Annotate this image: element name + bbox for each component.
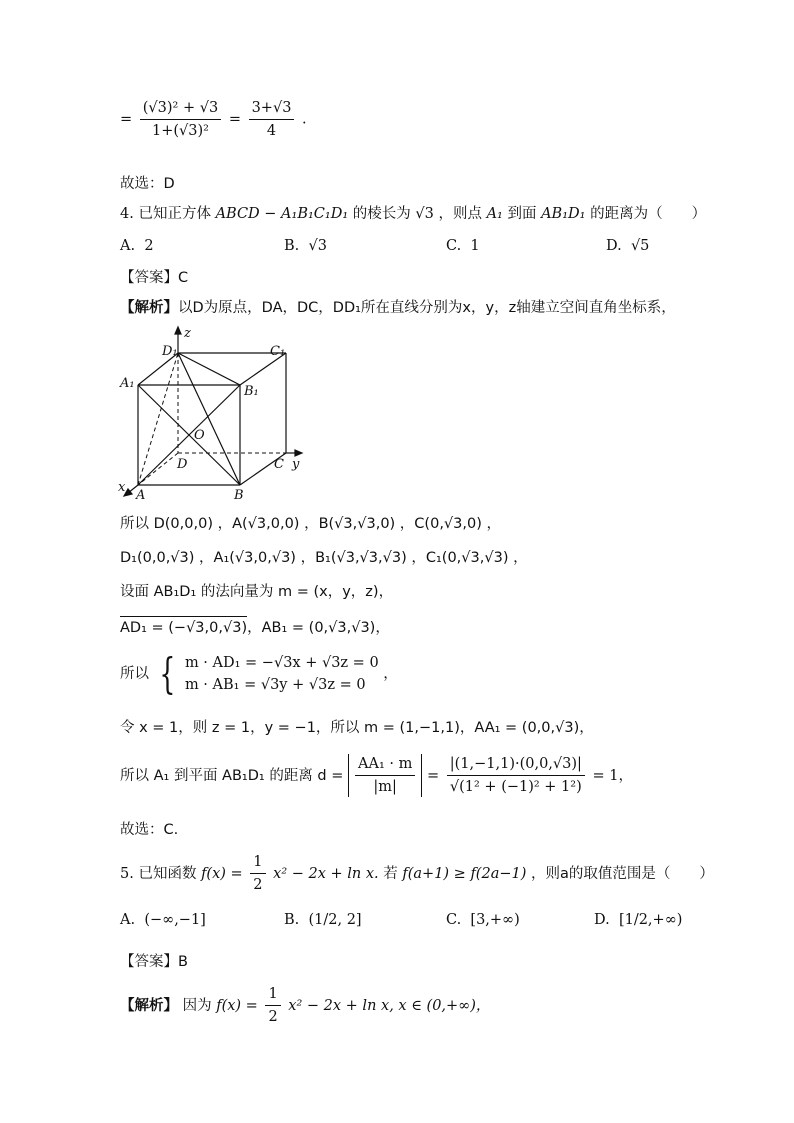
distance-denominator-2: √(1² + (−1)² + 1²) <box>449 779 582 795</box>
label-x: x <box>118 480 126 495</box>
label-a1: A₁ <box>120 376 135 391</box>
solve-line: 令 x = 1，则 z = 1，y = −1，所以 m = (1,−1,1)，AA₁ = (0,0,√3)， <box>120 720 594 736</box>
q4-option-b <box>284 238 327 254</box>
q5-answer: 【答案】B <box>120 954 188 970</box>
q5-option-a <box>120 912 206 928</box>
choose-answer-2: 故选：C. <box>120 822 179 838</box>
coords-line-1: 所以 D(0,0,0) ，A(√3,0,0) ，B(√3,√3,0) ，C(0,√3,0) ， <box>120 516 501 532</box>
q5-text-c: ，则a的取值范围是（ ） <box>530 865 714 882</box>
q5-func-rest: x² − 2x + ln x. <box>273 865 379 882</box>
q5-text-b: 若 <box>383 865 398 882</box>
equation-1: m · AD₁ = −√3x + √3z = 0 <box>184 655 379 671</box>
label-b1: B₁ <box>244 384 259 399</box>
question-number: 4. <box>120 206 134 222</box>
analysis-head: 【解析】 <box>120 997 178 1014</box>
label-a: A <box>136 488 146 503</box>
q4-text-d: 到面 <box>507 206 537 222</box>
vector-line <box>120 618 390 638</box>
label-o: O <box>194 428 205 443</box>
half-den: 2 <box>253 877 263 893</box>
distance-result: = 1， <box>592 767 634 784</box>
normal-vector-line: 设面 AB₁D₁ 的法向量为 m = (x，y，z)， <box>120 584 394 600</box>
half-num: 1 <box>265 984 280 1006</box>
system-tail: ， <box>383 666 398 682</box>
distance-numerator: AA₁ · m <box>355 754 415 776</box>
analysis-half <box>265 984 280 1027</box>
q4-text-e: 的距离为（ ） <box>590 206 707 222</box>
analysis-line: 以D为原点，DA，DC，DD₁所在直线分别为x，y，z轴建立空间直角坐标系， <box>178 300 676 316</box>
brace: { <box>158 649 175 698</box>
fraction-denominator: 1+(√3)² <box>152 123 209 139</box>
label-c: C <box>274 457 284 472</box>
option-value: [1/2,+∞) <box>618 912 683 928</box>
option-key: D. <box>594 912 610 928</box>
analysis-a: 因为 <box>182 997 212 1014</box>
equation-system <box>120 649 398 702</box>
distance-numerator-2: |(1,−1,1)·(0,0,√3)| <box>447 754 585 776</box>
q5-cond: f(a+1) ≥ f(2a−1) <box>402 865 527 882</box>
option-key: B. <box>284 238 300 254</box>
distance-fraction-2 <box>447 754 585 797</box>
q4-plane: AB₁D₁ <box>541 206 586 222</box>
q4-analysis <box>120 298 676 318</box>
q4-edge: √3 <box>415 206 434 222</box>
q5-option-d <box>594 912 682 928</box>
label-y: y <box>292 457 300 472</box>
option-key: A. <box>120 912 136 928</box>
label-z: z <box>184 326 191 341</box>
result-denominator: 4 <box>266 123 277 139</box>
distance-denominator: |m| <box>373 779 397 795</box>
distance-eq: = <box>426 767 440 784</box>
option-value: [3,+∞) <box>470 912 520 928</box>
distance-fraction <box>355 754 415 797</box>
equals-sign: = <box>120 111 133 128</box>
distance-line <box>120 754 633 812</box>
fraction-1 <box>140 98 221 141</box>
q4-text-c: ，则点 <box>438 206 482 222</box>
system-head: 所以 <box>120 666 149 682</box>
option-value: 1 <box>470 238 480 254</box>
q5-text-a: 已知函数 <box>138 865 197 882</box>
option-value: (−∞,−1] <box>144 912 206 928</box>
q4-point: A₁ <box>486 206 503 222</box>
q4-option-d <box>606 238 649 254</box>
label-d1: D₁ <box>162 344 178 359</box>
q4-text-a: 已知正方体 <box>138 206 211 222</box>
q4-option-a <box>120 238 154 254</box>
period: . <box>302 111 307 128</box>
q4-answer: 【答案】C <box>120 270 189 286</box>
option-key: A. <box>120 238 136 254</box>
q5-analysis <box>120 984 491 1025</box>
distance-abs <box>348 754 422 797</box>
option-value: 2 <box>144 238 154 254</box>
fraction-numerator: (√3)² + √3 <box>140 98 221 120</box>
q4-option-c <box>446 238 480 254</box>
equals-sign-2: = <box>228 111 241 128</box>
analysis-func: f(x) = <box>216 997 258 1014</box>
cube-figure <box>118 325 318 505</box>
question-4 <box>120 204 706 224</box>
option-key: C. <box>446 238 462 254</box>
result-numerator: 3+√3 <box>249 98 295 120</box>
question-5 <box>120 852 714 893</box>
analysis-head: 【解析】 <box>120 300 178 316</box>
label-b: B <box>234 488 244 503</box>
vector-ad1: AD₁ = (−√3,0,√3) <box>120 620 248 636</box>
top-result-line <box>120 98 307 158</box>
q5-option-b <box>284 912 362 928</box>
option-value: √5 <box>630 238 650 254</box>
analysis-rest: x² − 2x + ln x, x ∈ (0,+∞)， <box>288 997 491 1014</box>
vector-ab1: ，AB₁ = (0,√3,√3)， <box>247 620 390 636</box>
choose-answer-1: 故选：D <box>120 176 175 192</box>
half-num: 1 <box>250 852 265 874</box>
option-value: (1/2, 2] <box>308 912 362 928</box>
q4-solid: ABCD − A₁B₁C₁D₁ <box>215 206 349 222</box>
option-key: B. <box>284 912 300 928</box>
q5-half <box>250 852 265 895</box>
q5-option-c <box>446 912 520 928</box>
equation-2: m · AB₁ = √3y + √3z = 0 <box>184 677 366 693</box>
question-number: 5. <box>120 865 134 882</box>
system-equations <box>185 652 379 696</box>
label-c1: C₁ <box>270 344 286 359</box>
distance-head: 所以 A₁ 到平面 AB₁D₁ 的距离 d = <box>120 767 344 784</box>
option-value: √3 <box>308 238 327 254</box>
q4-text-b: 的棱长为 <box>352 206 411 222</box>
q5-func: f(x) = <box>201 865 243 882</box>
coords-line-2: D₁(0,0,√3) ，A₁(√3,0,√3) ，B₁(√3,√3,√3) ，C₁(0,√3,√3) ， <box>120 550 528 566</box>
option-key: D. <box>606 238 622 254</box>
label-d: D <box>177 457 188 472</box>
half-den: 2 <box>268 1009 278 1025</box>
fraction-2 <box>249 98 295 141</box>
option-key: C. <box>446 912 462 928</box>
